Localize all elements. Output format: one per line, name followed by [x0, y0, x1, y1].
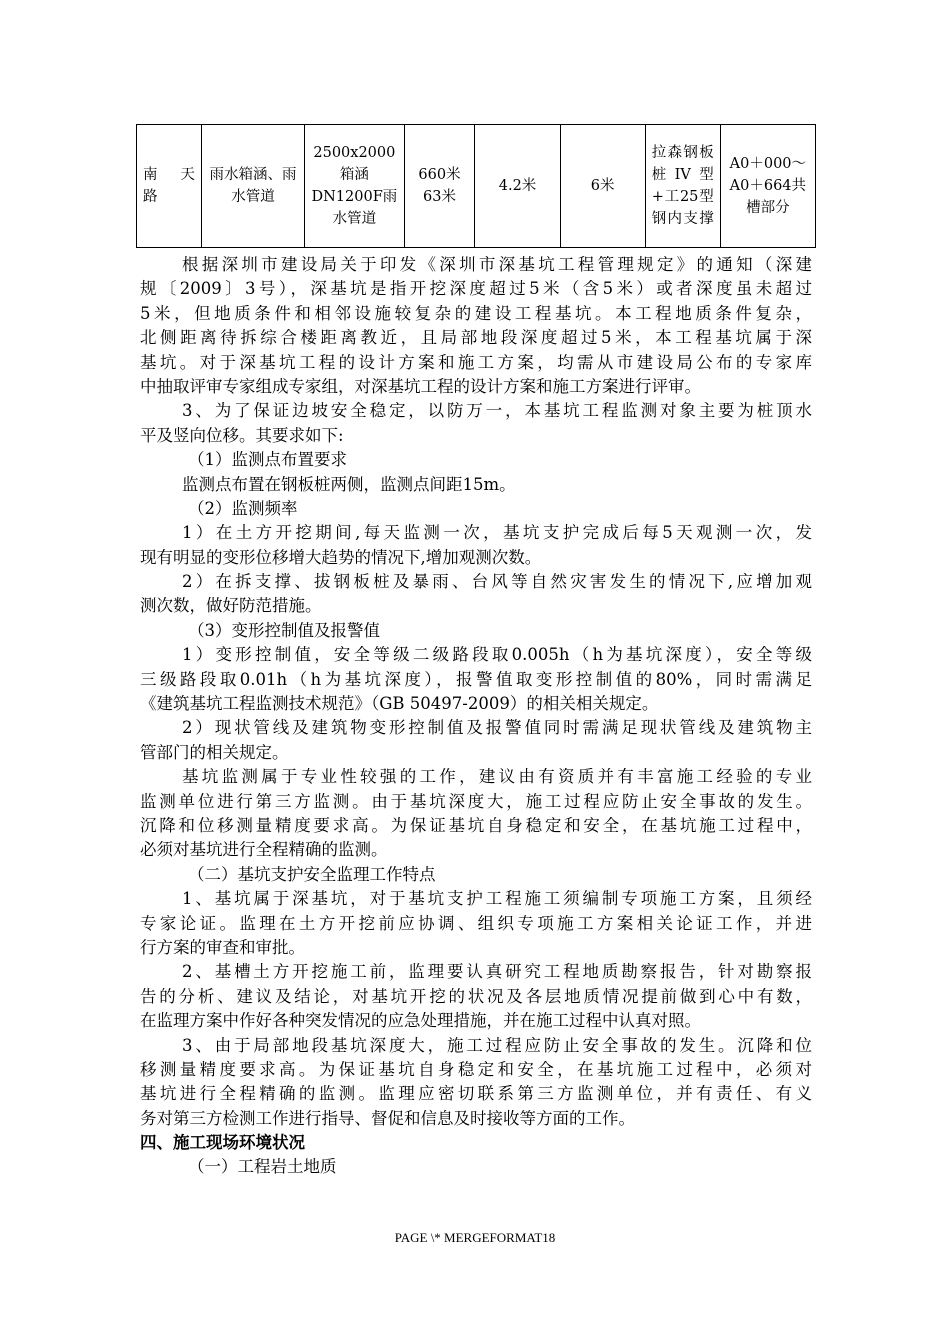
text-line: 根据深圳市建设局关于印发《深圳市深基坑工程管理规定》的通知（深建 — [182, 255, 812, 274]
text-line: 北侧距离待拆综合楼距离教近，且局部地段深度超过5米，本工程基坑属于深 — [140, 328, 812, 348]
text-line: 监测点布置在钢板桩两侧，监测点间距15m。 — [182, 474, 516, 494]
text-line: 2）在拆支撑、拔钢板桩及暴雨、台风等自然灾害发生的情况下,应增加观 — [182, 572, 812, 592]
body-text — [140, 253, 812, 1180]
text-line: 规〔2009〕3号），深基坑是指开挖深度超过5米（含5米）或者深度虽未超过 — [140, 279, 812, 299]
text-line: 3、由于局部地段基坑深度大，施工过程应防止安全事故的发生。沉降和位 — [182, 1035, 812, 1055]
text-line: 必须对基坑进行全程精确的监测。 — [140, 840, 388, 860]
text-line: 1、基坑属于深基坑，对于基坑支护工程施工须编制专项施工方案，且须经 — [182, 889, 812, 909]
subheading: （一）工程岩土地质 — [188, 1157, 337, 1177]
cell-type: 雨水箱涵、雨水管道 — [201, 125, 304, 248]
text-line: 管部门的相关规定。 — [140, 742, 289, 762]
text-line: 《建筑基坑工程监测技术规范》（GB 50497-2009）的相关相关规定。 — [140, 694, 659, 714]
cell-depth: 6米 — [560, 125, 645, 248]
text-line: 三级路段取0.01h（h为基坑深度），报警值取变形控制值的80%，同时需满足 — [140, 669, 812, 689]
table-row — [137, 125, 816, 248]
text-line: 现有明显的变形位移增大趋势的情况下,增加观测次数。 — [140, 547, 542, 567]
cell-road: 南 天 路 — [137, 125, 202, 248]
cell-method: 拉森钢板桩IV型+工25型钢内支撑 — [645, 125, 720, 248]
cell-spec: 2500x2000箱涵DN1200F雨水管道 — [305, 125, 404, 248]
text-line: 务对第三方检测工作进行指导、督促和信息及时接收等方面的工作。 — [140, 1108, 635, 1128]
cell-length: 660米 63米 — [404, 125, 475, 248]
subheading: （2）监测频率 — [188, 498, 298, 518]
text-line: 在监理方案中作好各种突发情况的应急处理措施，并在施工过程中认真对照。 — [140, 1011, 701, 1031]
text-line: 2）现状管线及建筑物变形控制值及报警值同时需满足现状管线及建筑物主 — [182, 718, 812, 738]
page-footer: PAGE \* MERGEFORMAT18 — [394, 1230, 556, 1245]
text-line: 专家论证。监理在土方开挖前应协调、组织专项施工方案相关论证工作，并进 — [140, 913, 812, 933]
text-line: 沉降和位移测量精度要求高。为保证基坑自身稳定和安全，在基坑施工过程中， — [140, 815, 812, 835]
text-line: 1）在土方开挖期间,每天监测一次，基坑支护完成后每5天观测一次，发 — [182, 523, 812, 543]
subheading: （二）基坑支护安全监理工作特点 — [188, 864, 436, 884]
text-line: 3、为了保证边坡安全稳定，以防万一，本基坑工程监测对象主要为桩顶水 — [182, 401, 812, 421]
text-line: 基坑。对于深基坑工程的设计方案和施工方案，均需从市建设局公布的专家库 — [140, 352, 812, 372]
text-line: 2、基槽土方开挖施工前，监理要认真研究工程地质勘察报告，针对勘察报 — [182, 962, 812, 982]
cell-chainage: A0＋000～A0＋664共槽部分 — [720, 125, 815, 248]
subheading: （3）变形控制值及报警值 — [188, 620, 380, 640]
subheading: （1）监测点布置要求 — [188, 450, 347, 470]
text-line: 行方案的审查和审批。 — [140, 937, 305, 957]
text-line: 告的分析、建议及结论，对基坑开挖的状况及各层地质情况提前做到心中有数， — [140, 986, 812, 1006]
text-line: 中抽取评审专家组成专家组，对深基坑工程的设计方案和施工方案进行评审。 — [140, 376, 701, 396]
text-line: 基坑进行全程精确的监测。监理应密切联系第三方监测单位，并有责任、有义 — [140, 1084, 812, 1104]
section-heading: 四、施工现场环境状况 — [140, 1133, 305, 1153]
text-line: 5米，但地质条件和相邻设施较复杂的建设工程基坑。本工程地质条件复杂， — [140, 303, 812, 323]
text-line: 测次数，做好防范措施。 — [140, 596, 322, 616]
text-line: 移测量精度要求高。为保证基坑自身稳定和安全，在基坑施工过程中，必须对 — [140, 1059, 812, 1079]
text-line: 监测单位进行第三方监测。由于基坑深度大，施工过程应防止安全事故的发生。 — [140, 791, 812, 811]
cell-width: 4.2米 — [475, 125, 560, 248]
pipeline-table — [136, 124, 816, 248]
text-line: 1）变形控制值，安全等级二级路段取0.005h（h为基坑深度），安全等级 — [182, 645, 812, 665]
text-line: 基坑监测属于专业性较强的工作，建议由有资质并有丰富施工经验的专业 — [182, 767, 812, 787]
text-line: 平及竖向位移。其要求如下: — [140, 425, 344, 445]
